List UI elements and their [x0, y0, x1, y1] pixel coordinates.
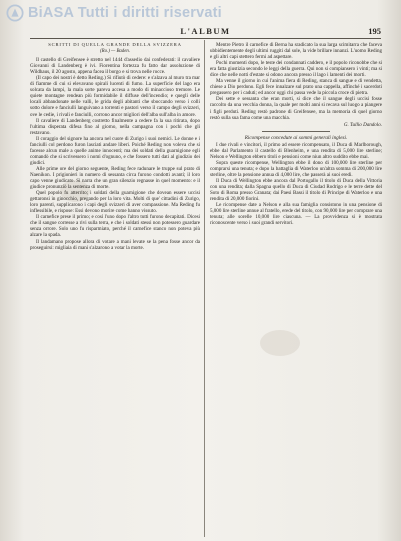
- left-paragraph: Quel popolo fu atterrito; i soldati della guarnigione che dovean essere uccisi gettaronsi in ginocchio, pregando per la loro vita. Molti di que' cittadini di Zurigo, loro parenti, supplicarono i capi degli svizzeri di aver compassione. Ma Reding fu inflessibile, e rispose: Essi devono morire come hanno vissuto.: [30, 190, 200, 215]
- left-paragraph: (Il capo dei nostri è detto Reding.) Si rifiutò di cedere: e s'alzava al muro tra mar di fiamme di cui si elevavano spirali lucenti di fumo. La superficie del lago era solcata da lampi, la mala sorte pareva accesa a modo di minaccioso tremore. Le quiete montagne rendean più formidabile il diffuse dell'incendio; e quegli delle locali abbandonate nelle valli, le grida degli abitanti che sboccando verso i colli sotto dolore e fanciulli languivano a torrenti e pastori verso il campo degli svizzeri, ove le cedie, i rivali e fanciulli, corrono ancor migliori dell'alba sull'alba in amore.: [30, 75, 200, 118]
- column-divider: [204, 40, 205, 537]
- right-paragraph: I due rivali e vincitori, il primo ad essere ricompensato, il Duca di Marlborough, ebbe dal Parlamento il castello di Blenheim, e una rendita di 5,000 lire sterline; Nelson e Wellington ebbero titoli e pensioni come niun altro suddito ebbe mai.: [210, 141, 382, 160]
- watermark: [6, 2, 395, 24]
- right-paragraph: Il Duca di Wellington ebbe ancora dal Portogallo il titolo di Duca della Vittoria con una rendita; dalla Spagna quello di Duca di Ciudad Rodrigo e le terre dette del Soto di Roma presso Granata; dai Paesi Bassi il titolo di Principe di Waterloo e una rendita di 20,000 fiorini.: [210, 177, 382, 203]
- watermark-text: BiASA Tutti i diritti riservati: [28, 5, 222, 21]
- author-signature: G. Tullio Dandolo.: [343, 121, 382, 128]
- left-paragraph: Il carnefice prese il primo; e così l'uno dopo l'altro tutti furono decapitati. Dicesi che il sangue corresse a rivi sulla terra, e che i soldati stessi non potessero guardare senza orrore. Solo uno fu risparmiato, perché il carnefice stanco non poteva più alzare la spada.: [30, 214, 200, 239]
- section-subtitle: (Ro.) — Baden.: [100, 49, 130, 55]
- left-paragraph: Il landamano propose allora di votare a mani levate se la pena fosse ancor da proseguirsi: migliaia di mani s'alzarono a votar la morte.: [30, 238, 200, 251]
- header-rule: [30, 38, 381, 39]
- left-paragraph: Il cavaliere di Landenberg costretto finalmente a cedere fa la sua ritirata, dopo l'ultima disperata difesa fino al giorno, nella campagna con i pochi che gli restavano.: [30, 117, 200, 136]
- section-title: SCRITTI DI QUELLA GRANDE DELLA SVIZZERA: [48, 42, 182, 47]
- right-paragraph: Dei sette e sessanta che eran morti, si dice che il sangue degli uccisi fosse raccolto da una vecchia donna, la quale per molti anni si recava sul luogo a piangere i figli perduti. Reding restò padrone di Greifensee, ma la memoria di quel giorno restò sulla sua fama come una macchia.: [210, 96, 382, 121]
- right-paragraph: Mentre Pietro il carnefice di Berna ha sradicato la sua larga scimitarra che faceva ubbidientemente degli ultimi ruggiti dal sole, la vide brillare innanzi. L'uomo Reding e gli altri capi stettero fermi ad aspettare.: [210, 42, 382, 61]
- right-paragraph: Pochi momenti dopo, le teste dei condannati caddero, e il popolo riconobbe che si era fatta giustizia secondo le leggi della guerra. Qui non si compiansero i vinti; ma si dice che nelle notti d'estate si odono ancora presso il lago i lamenti dei morti.: [210, 60, 382, 79]
- biasa-logo-icon: [6, 4, 24, 22]
- right-column: [210, 42, 382, 537]
- right-paragraph: Ma venne il giorno in cui l'anima fiera di Reding, stanca di sangue e di vendetta, chiese a Dio perdono. Egli fece innalzare sul prato una cappella, affinché i sacerdoti pregassero per i caduti; ed ancor oggi chi passa vede la piccola croce di pietra.: [210, 78, 382, 97]
- right-paragraph: Le ricompense date a Nelson e alla sua famiglia consistono in una pensione di 5,000 lire sterline annue al fratello, erede del titolo, con 90,000 lire per comprare una tenuta; alle sorelle 10,000 lire ciascuna. — La provvidenza si è mostrata riconoscente verso i suoi grandi servitori.: [210, 202, 382, 227]
- article-title: Ricompense concedute ai sommi generali inglesi.: [244, 134, 348, 141]
- left-column: [30, 42, 200, 537]
- page-header: [30, 26, 381, 38]
- article-separator: [262, 131, 331, 132]
- left-paragraph: Il castello di Greifensee è stretto nel 1444 d'assedio dai confederati: il cavaliere Giovanni di Landenberg è ivi. Fiorentina fortezza fu fatto dar assoluzione di Wildhaus, il 20 agosto, appena facea il borgo e si trova nelle rocce.: [30, 57, 200, 76]
- page-number: 195: [368, 26, 381, 36]
- right-paragraph: Sopra queste ricompense, Wellington ebbe il dono di 100,000 lire sterline per comprarsi una tenuta; e dopo la battaglia di Waterloo un'altra somma di 200,000 lire sterline, oltre la pensione annua di 4,000 lire, che passerà ai suoi eredi.: [210, 159, 382, 178]
- left-paragraph: Alle prime ore del giorno seguente, Reding fece radunare le truppe sul prato di Naenikon. I prigionieri in numero di sessanta circa furono condotti avanti; il loro capo venne giudicato. Si narra che un gran silenzio regnasse in quel momento: e il giudice pronunziò la sentenza di morte.: [30, 165, 200, 191]
- left-paragraph: Il coraggio del signore ha ancora nel cuore di Zurigo i suoi nemici. Le donne e i fanciulli col perdono furon lasciati andare liberi. Poiché Reding non voleva che si facesse alcun male a quelle anime innocenti; ma dei soldati della guarnigione egli comandò che si scrivessero i nomi d'ognuno, e che fossero tutti dati al giudizio dei giudici.: [30, 135, 200, 166]
- journal-title: L'ALBUM: [180, 26, 231, 36]
